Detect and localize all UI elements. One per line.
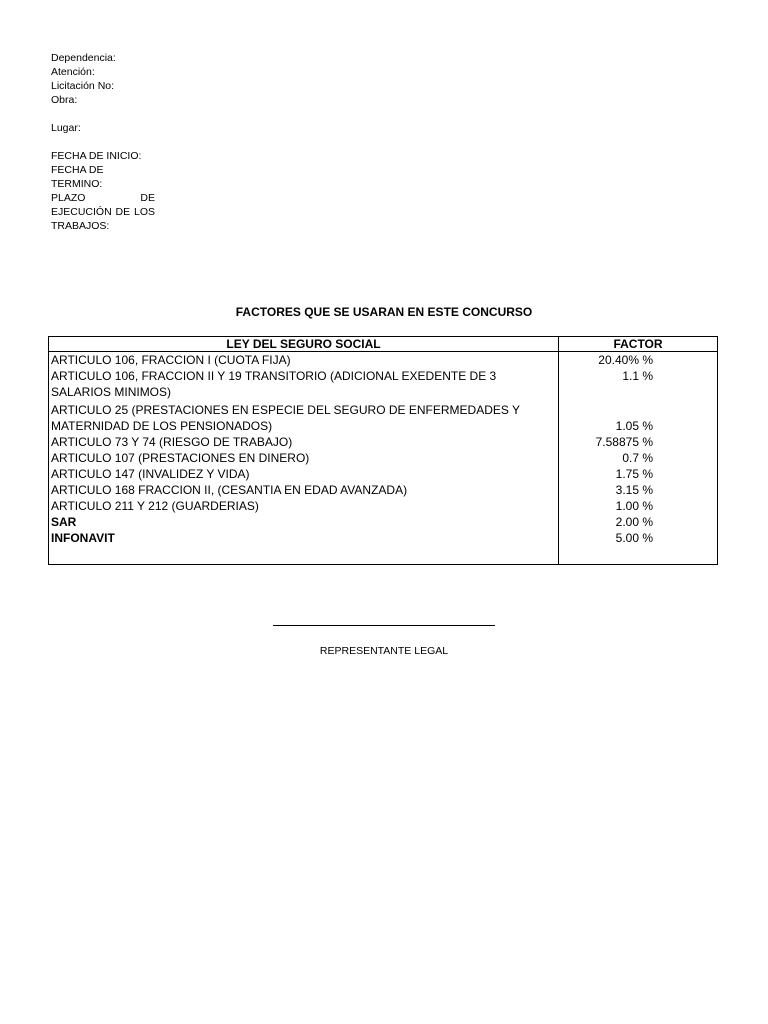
column-header-factor: FACTOR — [613, 337, 663, 351]
table-row — [51, 352, 717, 368]
table-row — [51, 434, 717, 450]
field-fecha-inicio: FECHA DE INICIO: — [51, 150, 142, 162]
factors-table — [48, 336, 718, 565]
row-description: INFONAVIT — [51, 531, 115, 545]
page-title: FACTORES QUE SE USARAN EN ESTE CONCURSO — [235, 305, 533, 319]
row-factor: 20.40% % — [598, 353, 653, 367]
field-fecha-termino: FECHA DE TERMINO: — [51, 164, 104, 190]
column-header-law: LEY DEL SEGURO SOCIAL — [226, 337, 381, 351]
field-atencion: Atención: — [51, 66, 95, 78]
row-factor: 2.00 % — [615, 515, 653, 529]
field-lugar: Lugar: — [51, 122, 81, 134]
row-description: ARTICULO 107 (PRESTACIONES EN DINERO) — [51, 451, 310, 465]
row-description: ARTICULO 168 FRACCION II, (CESANTIA EN EDAD AVANZADA) — [51, 483, 408, 497]
field-plazo: PLAZO DE EJECUCIÓN DE LOS TRABAJOS: — [51, 192, 155, 232]
row-factor: 7.58875 % — [595, 435, 653, 449]
signature-label: REPRESENTANTE LEGAL — [319, 645, 449, 657]
row-description: ARTICULO 147 (INVALIDEZ Y VIDA) — [51, 467, 250, 481]
field-dependencia: Dependencia: — [51, 52, 116, 64]
row-description: ARTICULO 25 (PRESTACIONES EN ESPECIE DEL SEGURO DE ENFERMEDADES Y MATERNIDAD DE LOS PENSIONADOS) — [51, 403, 520, 433]
table-body — [51, 352, 717, 546]
row-description: ARTICULO 73 Y 74 (RIESGO DE TRABAJO) — [51, 435, 293, 449]
table-row — [51, 482, 717, 498]
table-row — [51, 530, 717, 546]
row-description: ARTICULO 211 Y 212 (GUARDERIAS) — [51, 499, 259, 513]
row-description: ARTICULO 106, FRACCION II Y 19 TRANSITORIO (ADICIONAL EXEDENTE DE 3 SALARIOS MINIMOS) — [51, 369, 497, 399]
table-row — [51, 514, 717, 530]
table-row — [51, 402, 717, 434]
signature-line — [273, 625, 495, 626]
row-factor: 3.15 % — [615, 483, 653, 497]
row-factor: 1.00 % — [615, 499, 653, 513]
table-row — [51, 368, 717, 400]
row-factor: 1.1 % — [622, 369, 653, 383]
row-factor: 0.7 % — [622, 451, 653, 465]
row-factor: 1.05 % — [615, 419, 653, 433]
table-row — [51, 498, 717, 514]
row-factor: 1.75 % — [615, 467, 653, 481]
table-row — [51, 450, 717, 466]
table-row — [51, 466, 717, 482]
field-licitacion: Licitación No: — [51, 80, 115, 92]
row-description: SAR — [51, 515, 77, 529]
header-fields — [51, 51, 155, 233]
row-factor: 5.00 % — [615, 531, 653, 545]
field-obra: Obra: — [51, 94, 78, 106]
row-description: ARTICULO 106, FRACCION I (CUOTA FIJA) — [51, 353, 291, 367]
